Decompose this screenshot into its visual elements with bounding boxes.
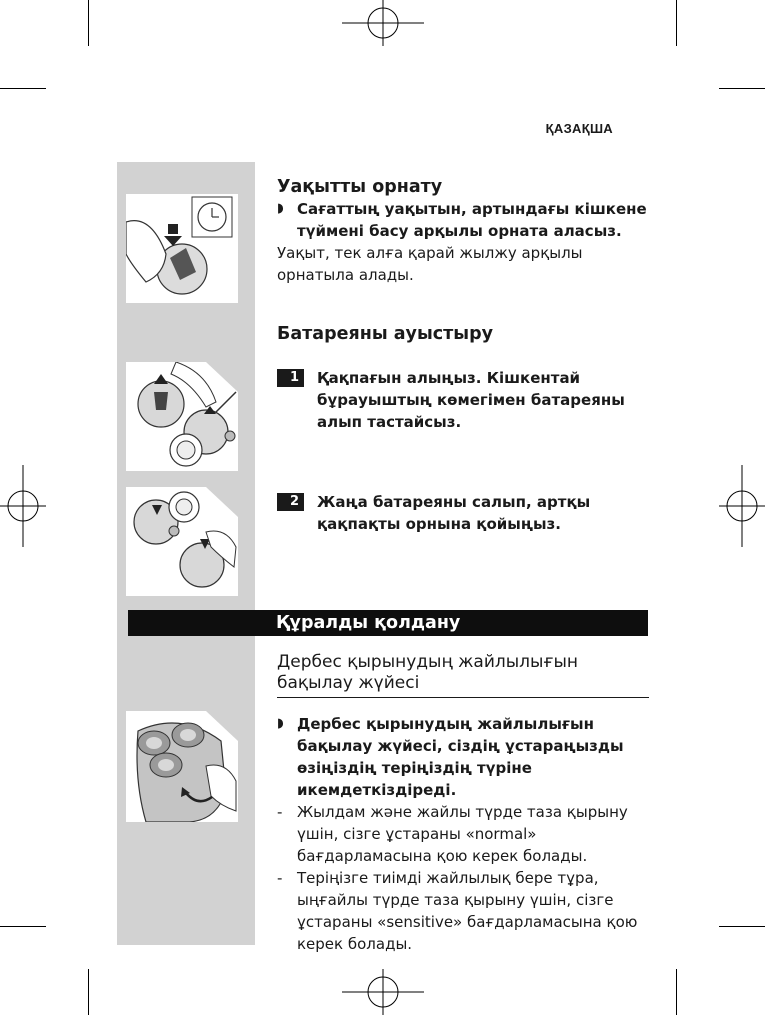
battery-heading: Батареяны ауыстыру	[277, 324, 494, 344]
step-number: 1	[277, 369, 304, 387]
time-note: Уақыт, тек алға қарай жылжу арқылы орнатыла алады.	[277, 244, 583, 284]
crop-mark	[88, 969, 89, 1015]
registration-mark-top-icon	[342, 0, 424, 46]
usage-section	[277, 713, 652, 955]
usage-bullet	[277, 713, 652, 801]
bullet-icon: ◗	[277, 201, 284, 216]
clock-button-illustration-icon	[126, 194, 238, 303]
battery-section	[277, 323, 652, 345]
crop-mark	[676, 969, 677, 1015]
time-heading: Уақытты орнату	[277, 177, 443, 197]
usage-subheading-block	[277, 652, 652, 694]
illustration-set-time	[126, 194, 238, 303]
battery-step-1	[277, 367, 652, 433]
usage-bullet-text: Дербес қырынудың жайлылығын бақылау жүйесі, сіздің ұстараңызды өзіңіздің теріңіздің түріне икемдеткіздіреді.	[297, 715, 624, 799]
crop-mark	[0, 926, 46, 927]
usage-dash-item: - Теріңізге тиімді жайлылық бере тұра, ыңғайлы түрде таза қырыну үшін, сізге ұстараны «sensitive» бағдарламасына қою керек болады.	[277, 869, 638, 953]
time-bullet-text: Сағаттың уақытын, артындағы кішкене түймені басу арқылы орната аласыз.	[297, 200, 647, 240]
illustration-remove-battery	[126, 362, 238, 471]
step-number: 2	[277, 493, 304, 511]
language-label: ҚАЗАҚША	[545, 121, 613, 136]
bullet-icon: ◗	[277, 716, 284, 731]
crop-mark	[676, 0, 677, 46]
step-text: Қақпағын алыңыз. Кішкентай бұрауыштың көмегімен батареяны алып тастайсыз.	[317, 369, 625, 431]
crop-mark	[719, 88, 765, 89]
crop-mark	[719, 926, 765, 927]
time-section	[277, 176, 652, 286]
usage-dash-text: Теріңізге тиімді жайлылық бере тұра, ыңғайлы түрде таза қырыну үшін, сізге ұстараны «sensitive» бағдарламасына қою керек болады.	[297, 869, 638, 953]
crop-mark	[0, 88, 46, 89]
crop-mark	[88, 0, 89, 46]
illustration-insert-battery	[126, 487, 238, 596]
shaver-illustration-icon	[126, 711, 238, 822]
usage-subheading: Дербес қырынудың жайлылығын бақылау жүйесі	[277, 652, 579, 693]
battery-insert-illustration-icon	[126, 487, 238, 596]
illustration-shaver	[126, 711, 238, 822]
usage-dash-item: - Жылдам және жайлы түрде таза қырыну үшін, сізге ұстараны «normal» бағдарламасына қою керек болады.	[277, 803, 628, 865]
registration-mark-bottom-icon	[342, 969, 424, 1015]
registration-mark-left-icon	[0, 465, 46, 547]
usage-dash-text: Жылдам және жайлы түрде таза қырыну үшін, сізге ұстараны «normal» бағдарламасына қою керек болады.	[297, 803, 628, 865]
usage-bar-title: Құралды қолдану	[276, 613, 461, 633]
time-bullet	[277, 198, 652, 242]
divider	[277, 697, 649, 698]
battery-step-2	[277, 491, 652, 535]
registration-mark-right-icon	[719, 465, 765, 547]
step-text: Жаңа батареяны салып, артқы қақпақты орнына қойыңыз.	[317, 493, 591, 533]
battery-remove-illustration-icon	[126, 362, 238, 471]
section-title-bar	[128, 610, 648, 636]
